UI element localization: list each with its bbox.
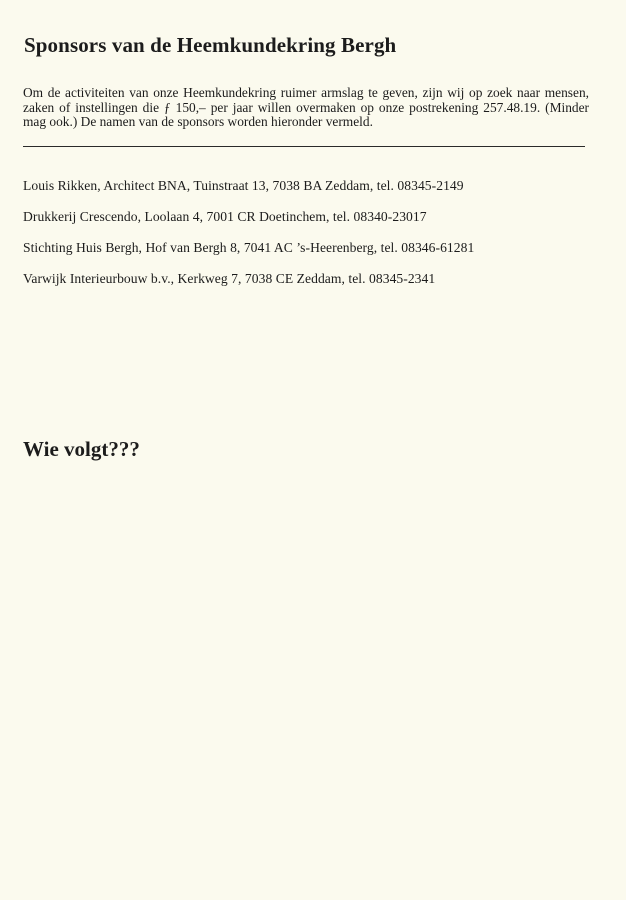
sponsor-item: Drukkerij Crescendo, Loolaan 4, 7001 CR Doetinchem, tel. 08340-23017 — [23, 209, 427, 224]
divider-line — [23, 146, 585, 147]
closing-heading: Wie volgt??? — [23, 437, 140, 461]
sponsor-item: Stichting Huis Bergh, Hof van Bergh 8, 7041 AC ’s-Heerenberg, tel. 08346-61281 — [23, 240, 475, 255]
intro-paragraph: Om de activiteiten van onze Heemkundekring ruimer armslag te geven, zijn wij op zoek naar mensen, zaken of instellingen die ƒ 150,– per jaar willen overmaken op onze postrekening 257.48.19. (Minder mag ook.) De namen van de sponsors worden hieronder vermeld. — [23, 85, 589, 129]
sponsor-item: Varwijk Interieurbouw b.v., Kerkweg 7, 7038 CE Zeddam, tel. 08345-2341 — [23, 271, 436, 286]
sponsor-list — [23, 177, 474, 301]
sponsor-item: Louis Rikken, Architect BNA, Tuinstraat 13, 7038 BA Zeddam, tel. 08345-2149 — [23, 178, 464, 193]
page-title: Sponsors van de Heemkundekring Bergh — [24, 33, 397, 57]
